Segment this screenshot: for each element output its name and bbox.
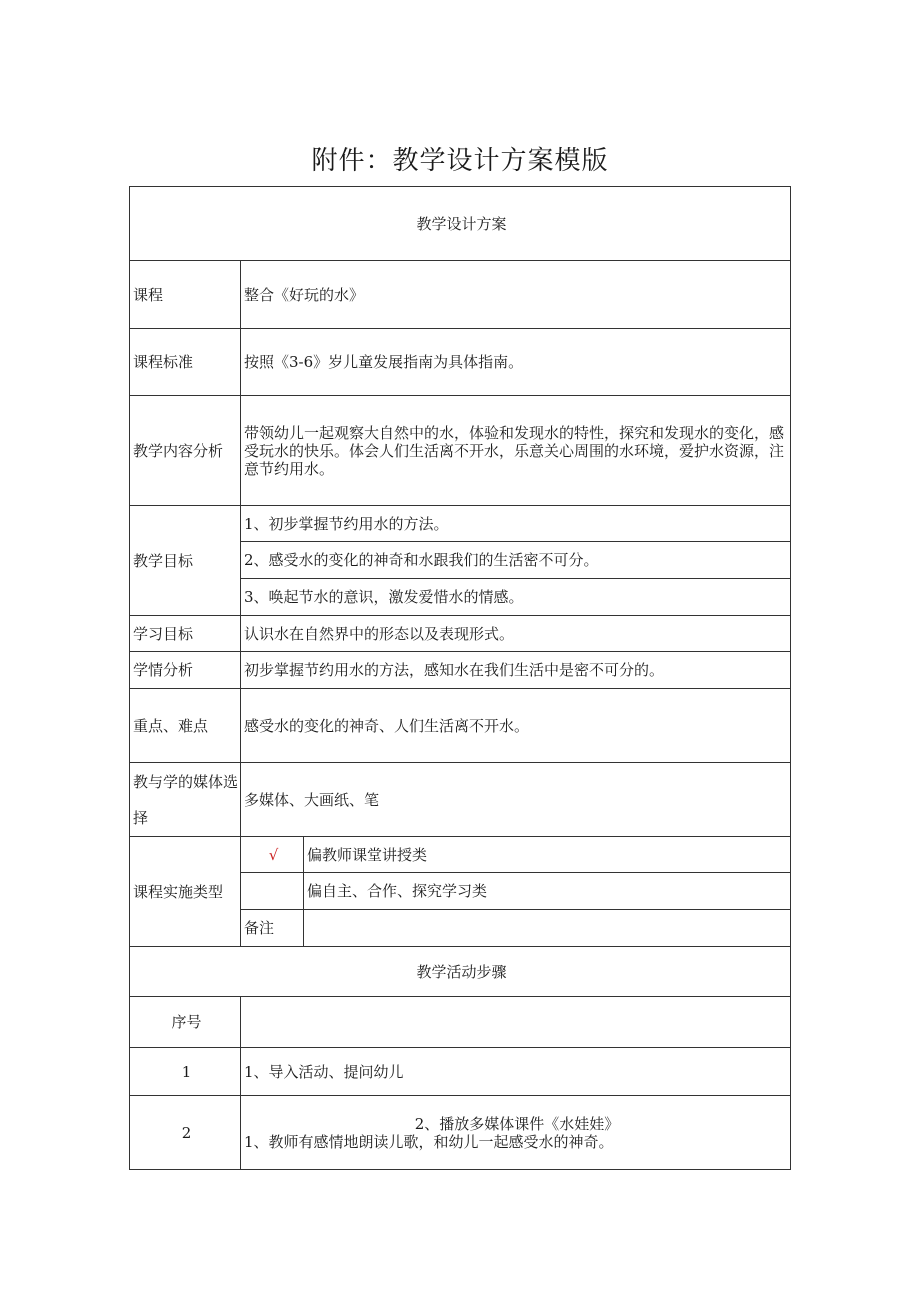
media-label: 教与学的媒体选择 bbox=[130, 763, 241, 837]
activity-step: 1、教师有感情地朗读儿歌，和幼儿一起感受水的神奇。 bbox=[244, 1132, 614, 1151]
teaching-goal-item: 2、感受水的变化的神奇和水跟我们的生活密不可分。 bbox=[241, 542, 791, 579]
teaching-goal-item: 3、唤起节水的意识，激发爱惜水的情感。 bbox=[241, 579, 791, 616]
media-value: 多媒体、大画纸、笔 bbox=[241, 763, 791, 837]
seq-label: 序号 bbox=[130, 997, 241, 1048]
activity-number: 2 bbox=[130, 1096, 241, 1170]
activity-number: 1 bbox=[130, 1048, 241, 1096]
page-title: 附件：教学设计方案模版 bbox=[311, 146, 609, 176]
implementation-label: 课程实施类型 bbox=[130, 837, 241, 947]
note-label: 备注 bbox=[241, 910, 304, 947]
activity-steps-cell bbox=[241, 1096, 791, 1170]
seq-value bbox=[241, 997, 791, 1048]
learner-analysis-value: 初步掌握节约用水的方法，感知水在我们生活中是密不可分的。 bbox=[241, 652, 791, 689]
check-mark-icon bbox=[241, 837, 304, 873]
content-analysis-value: 带领幼儿一起观察大自然中的水，体验和发现水的特性，探究和发现水的变化，感受玩水的快乐。体会人们生活离不开水，乐意关心周围的水环境，爱护水资源，注意节约用水。 bbox=[241, 396, 791, 506]
key-points-label: 重点、难点 bbox=[130, 689, 241, 763]
implementation-option-self: 偏自主、合作、探究学习类 bbox=[304, 873, 791, 910]
standard-label: 课程标准 bbox=[130, 329, 241, 396]
implementation-option-check-empty bbox=[241, 873, 304, 910]
implementation-option-teacher: 偏教师课堂讲授类 bbox=[304, 837, 791, 873]
key-points-value: 感受水的变化的神奇、人们生活离不开水。 bbox=[241, 689, 791, 763]
teaching-goals-label: 教学目标 bbox=[130, 506, 241, 616]
course-value: 整合《好玩的水》 bbox=[241, 261, 791, 329]
check-mark-text: √ bbox=[268, 845, 279, 864]
note-value bbox=[304, 910, 791, 947]
activity-step: 1、导入活动、提问幼儿 bbox=[241, 1048, 791, 1096]
learner-analysis-label: 学情分析 bbox=[130, 652, 241, 689]
activity-step: 2、播放多媒体课件《水娃娃》 bbox=[414, 1114, 620, 1133]
content-analysis-label: 教学内容分析 bbox=[130, 396, 241, 506]
teaching-goal-item: 1、初步掌握节约用水的方法。 bbox=[241, 506, 791, 542]
standard-value: 按照《3-6》岁儿童发展指南为具体指南。 bbox=[241, 329, 791, 396]
course-label: 课程 bbox=[130, 261, 241, 329]
table-header: 教学设计方案 bbox=[130, 187, 791, 261]
learning-goals-value: 认识水在自然界中的形态以及表现形式。 bbox=[241, 616, 791, 652]
learning-goals-label: 学习目标 bbox=[130, 616, 241, 652]
activities-header: 教学活动步骤 bbox=[130, 947, 791, 997]
lesson-plan-table bbox=[129, 186, 791, 1170]
